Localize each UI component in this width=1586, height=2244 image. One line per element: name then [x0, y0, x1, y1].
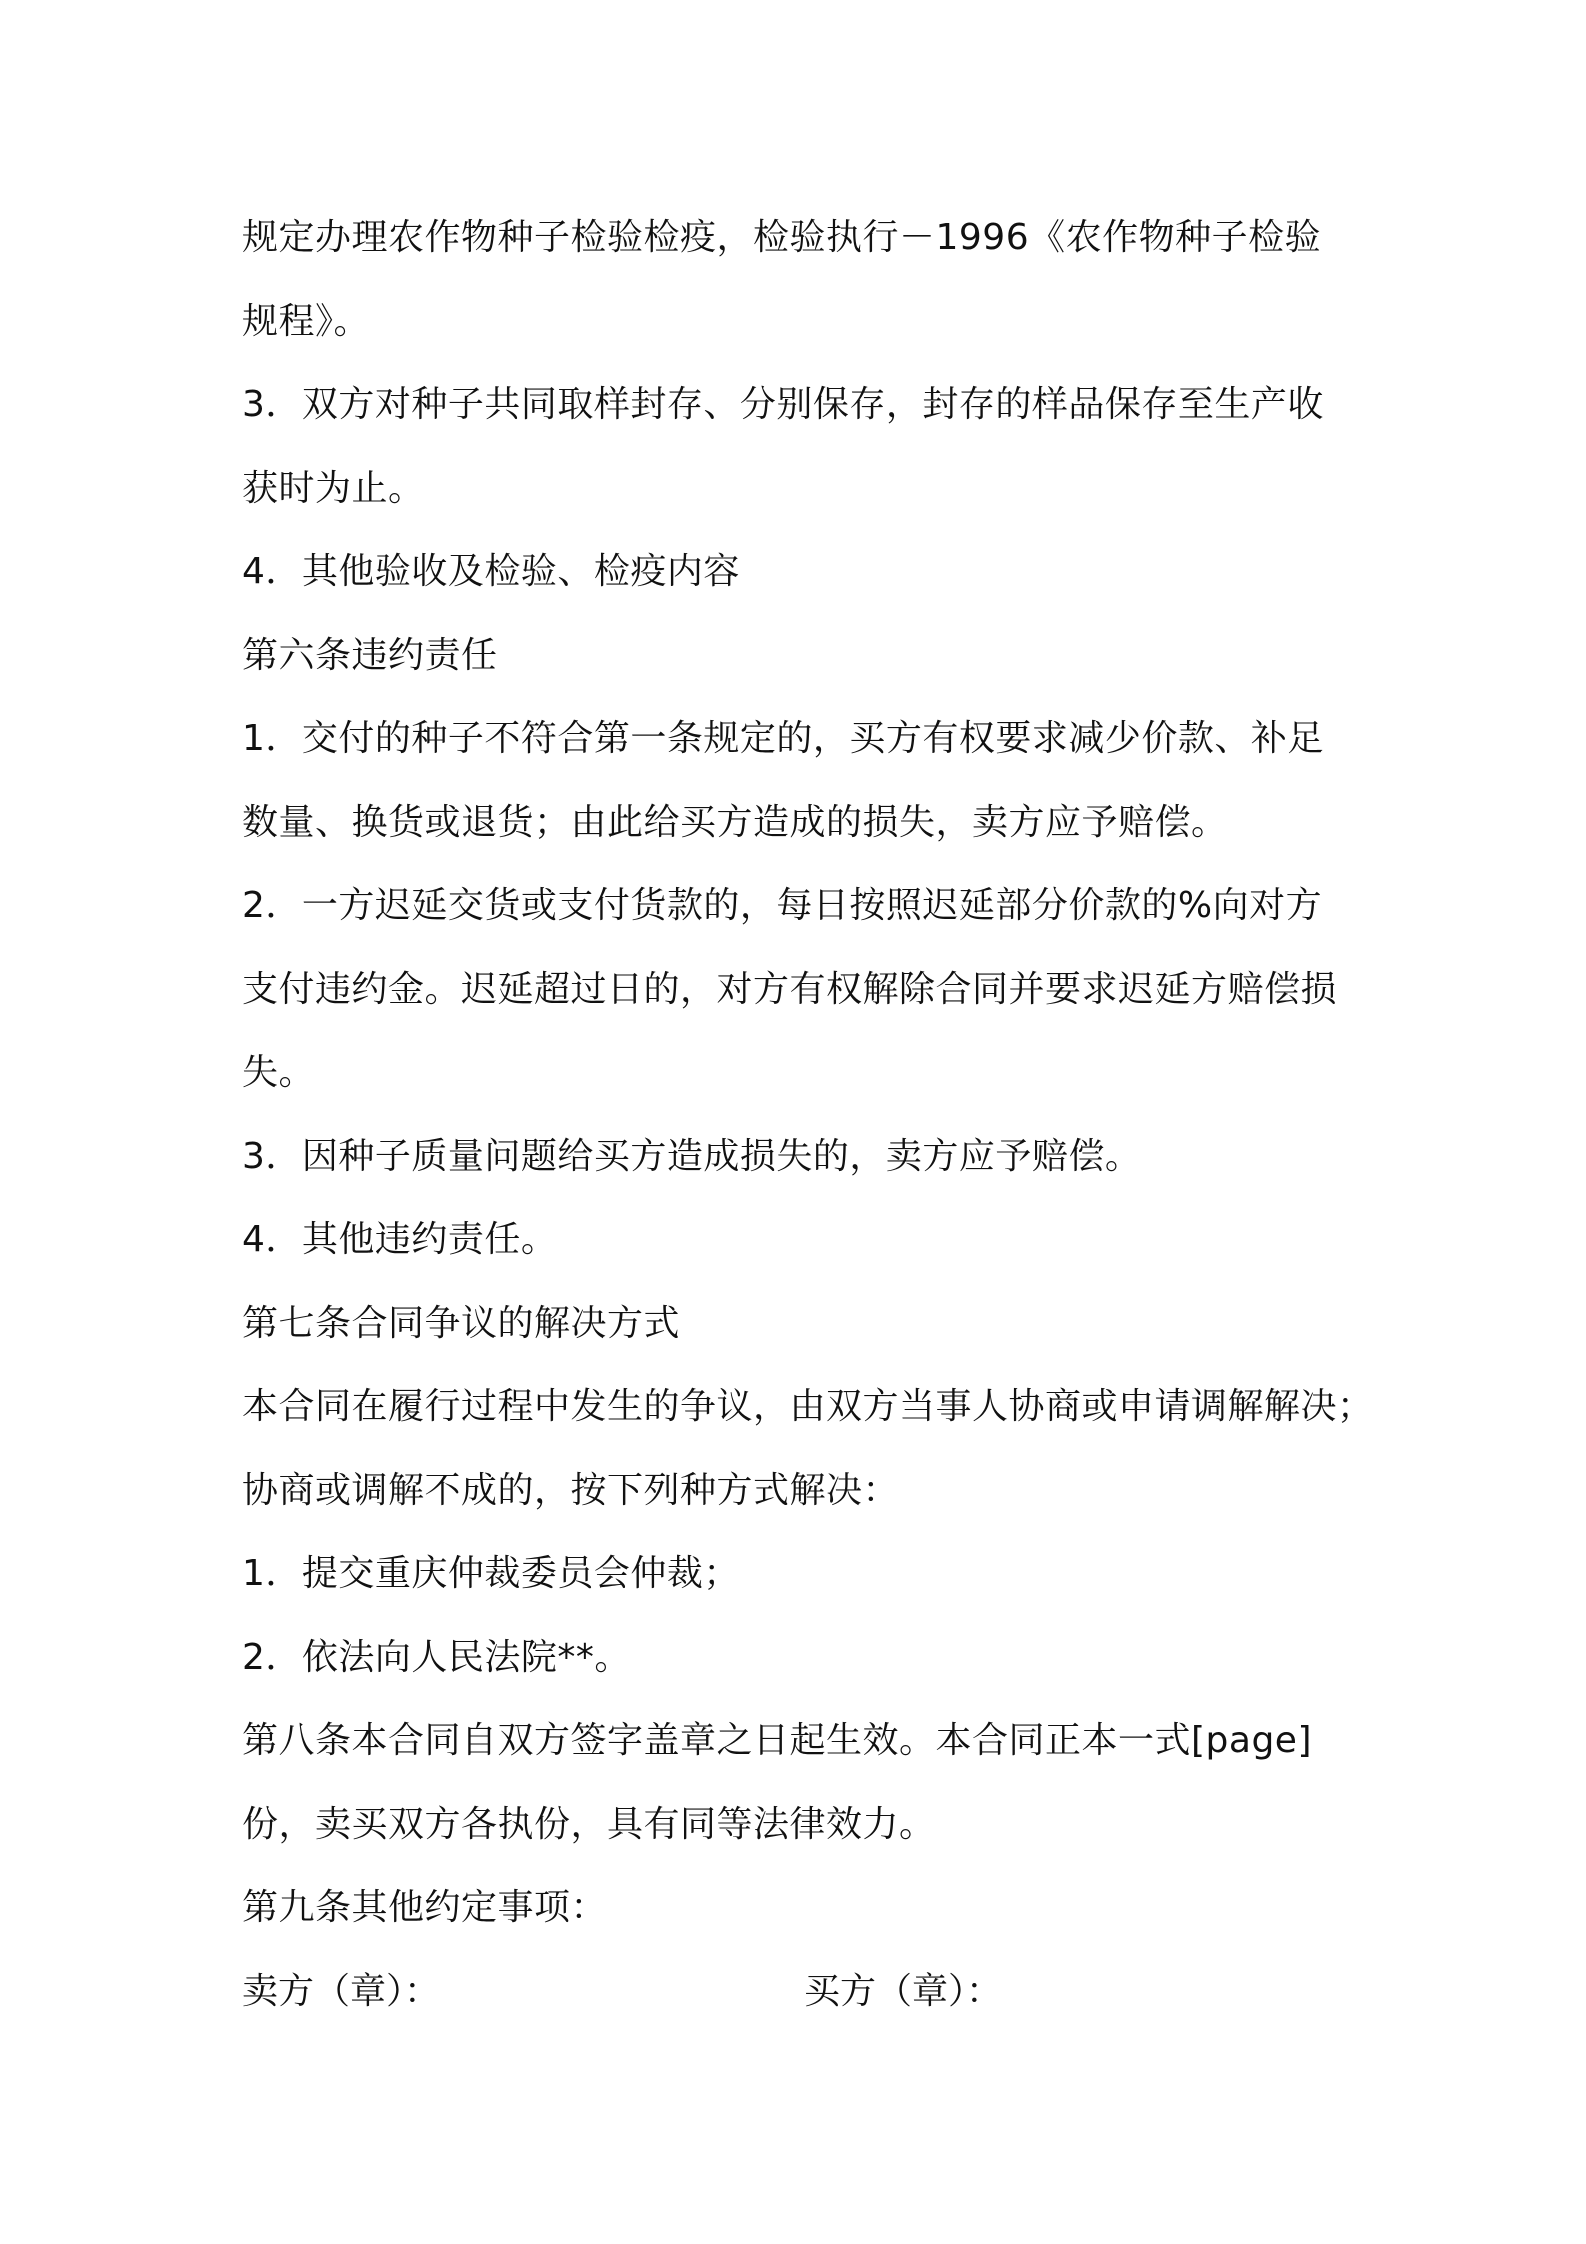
text-line: 失。 [242, 1052, 316, 1093]
text-line: 规定办理农作物种子检验检疫，检验执行－1996《农作物种子检验 [242, 217, 1322, 258]
text-line: 规程》。 [242, 300, 371, 342]
signature-row [242, 1950, 1372, 2034]
section-heading: 第七条合同争议的解决方式 [242, 1302, 681, 1344]
text-line: 3．因种子质量问题给买方造成损失的，卖方应予赔偿。 [242, 1135, 1142, 1177]
text-line: 1．交付的种子不符合第一条规定的，买方有权要求减少价款、补足 [242, 718, 1324, 759]
section-heading: 第八条本合同自双方签字盖章之日起生效。本合同正本一式[page] [242, 1720, 1313, 1761]
seller-seal-label: 卖方（章）： [242, 1970, 441, 2012]
document-body [242, 196, 1372, 2033]
text-line: 2．依法向人民法院**。 [242, 1636, 631, 1678]
text-line: 1．提交重庆仲裁委员会仲裁； [242, 1553, 740, 1594]
section-heading: 第六条违约责任 [242, 634, 498, 676]
text-line: 3．双方对种子共同取样封存、分别保存，封存的样品保存至生产收 [242, 384, 1324, 425]
section-heading: 第九条其他约定事项： [242, 1887, 608, 1928]
buyer-seal-label: 买方（章）： [804, 1970, 1003, 2012]
text-line: 协商或调解不成的，按下列种方式解决： [242, 1469, 900, 1511]
text-line: 数量、换货或退货；由此给买方造成的损失，卖方应予赔偿。 [242, 801, 1228, 843]
text-line: 2．一方迟延交货或支付货款的，每日按照迟延部分价款的%向对方 [242, 885, 1323, 926]
text-line: 份，卖买双方各执份，具有同等法律效力。 [242, 1803, 936, 1845]
text-line: 4．其他违约责任。 [242, 1219, 558, 1260]
text-line: 支付违约金。迟延超过日的，对方有权解除合同并要求迟延方赔偿损 [242, 968, 1338, 1010]
text-line: 获时为止。 [242, 467, 425, 509]
text-line: 4．其他验收及检验、检疫内容 [242, 551, 740, 592]
text-line: 本合同在履行过程中发生的争议，由双方当事人协商或申请调解解决； [242, 1386, 1374, 1427]
